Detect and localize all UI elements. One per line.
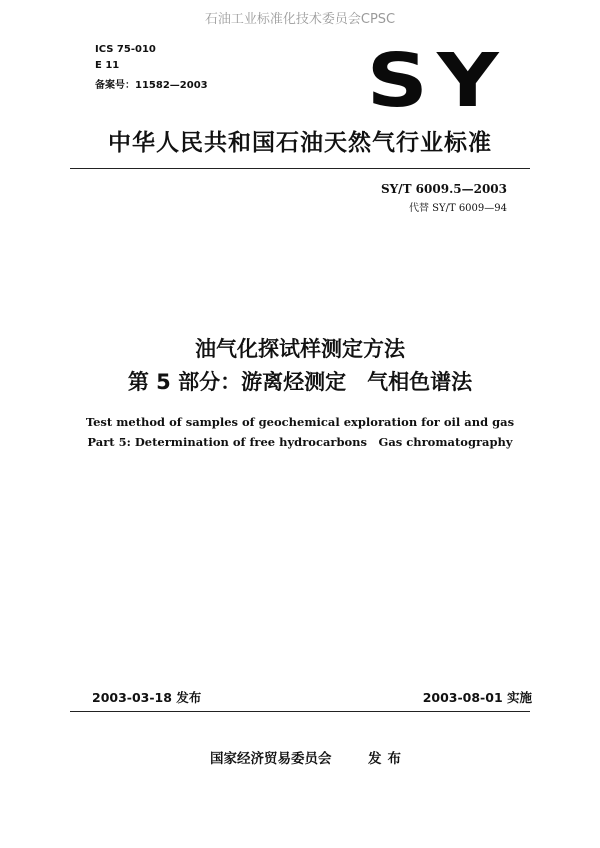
title-zh-line2: 第 5 部分：游离烃测定 气相色谱法 [127,370,473,394]
classification-code: E 11 [95,60,120,71]
record-number: 备案号：11582—2003 [95,80,208,91]
standard-category-title: 中华人民共和国石油天然气行业标准 [108,130,492,156]
watermark-text: 石油工业标准化技术委员会CPSC [204,12,396,27]
bottom-divider [70,711,530,712]
title-zh-line1: 油气化探试样测定方法 [195,337,405,361]
publish-date: 2003-03-18 发布 [92,690,202,705]
implement-date: 2003-08-01 实施 [422,690,532,705]
replaces-standard: 代替 SY/T 6009—94 [408,203,507,214]
title-en-line2: Part 5: Determination of free hydrocarbons Gas chromatography [87,435,513,449]
sy-logo: SY [366,38,508,124]
issue-label: 发布 [368,751,407,767]
issuing-authority: 国家经济贸易委员会 [210,751,332,767]
title-en-line1: Test method of samples of geochemical exploration for oil and gas [85,415,515,429]
top-divider [70,168,530,169]
ics-code: ICS 75-010 [95,44,156,55]
standard-number: SY/T 6009.5—2003 [380,182,507,196]
